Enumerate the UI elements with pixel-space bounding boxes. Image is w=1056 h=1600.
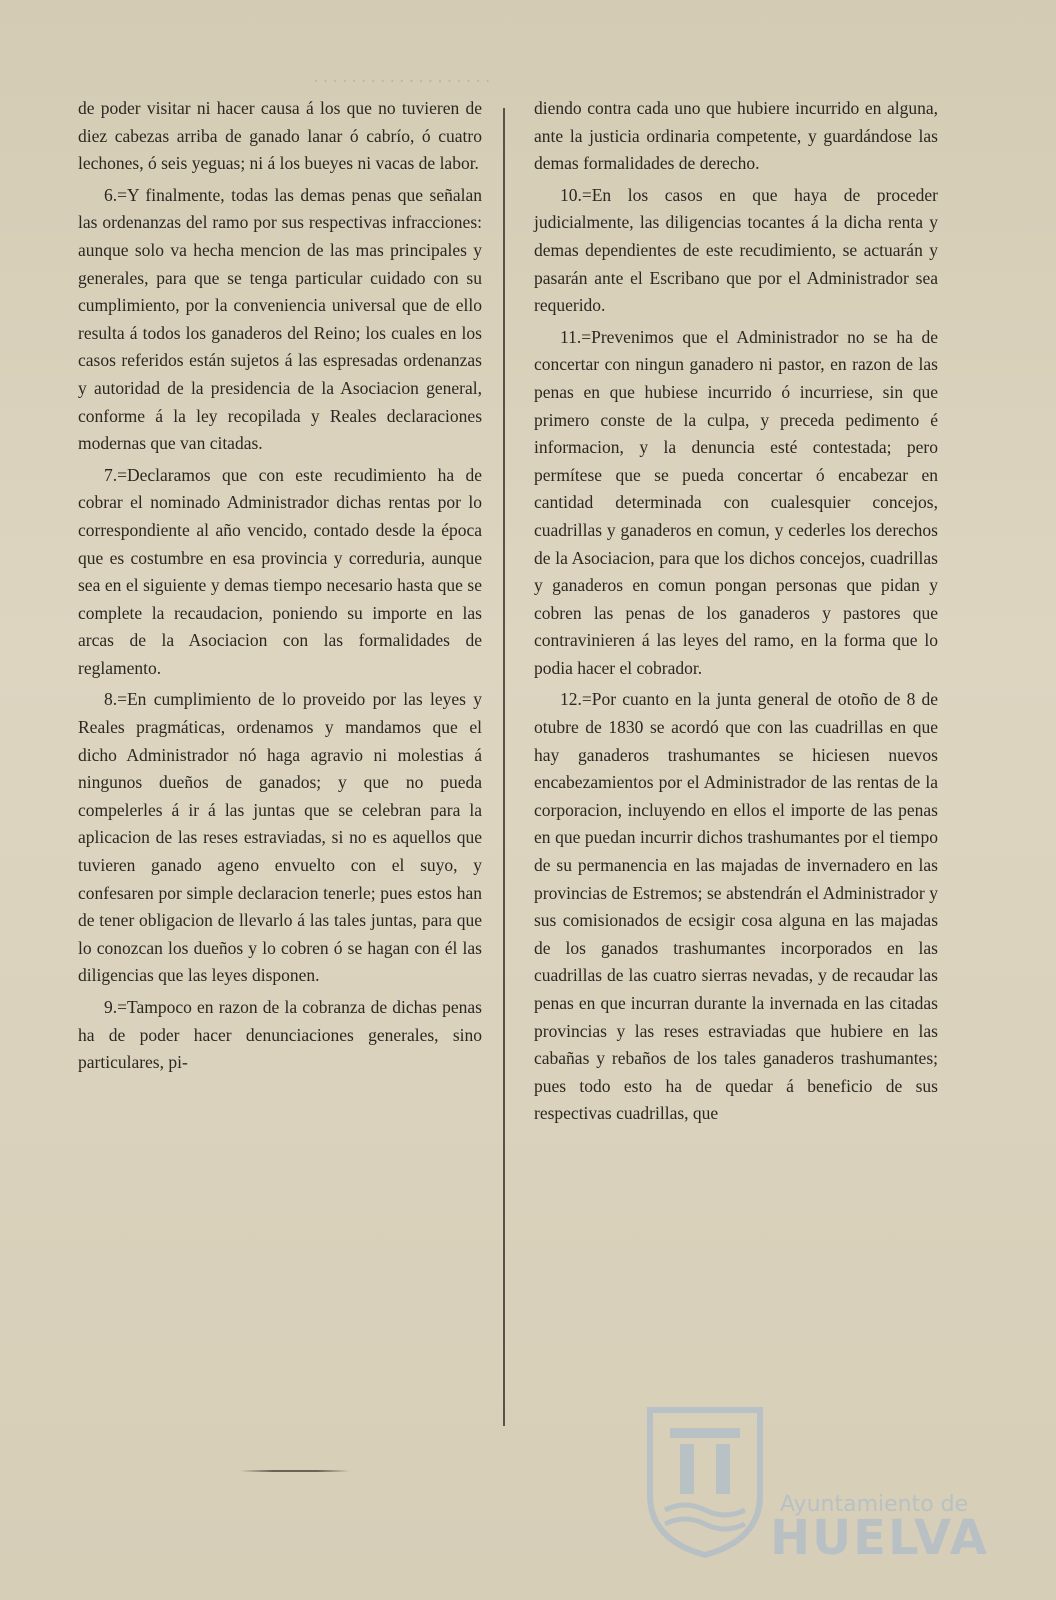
paragraph-12: 12.=Por cuanto en la junta general de otoño de 8 de otubre de 1830 se acordó que con las cuadrillas en que hay ganaderos trashumantes se hiciesen nuevos encabezamientos por el Administrador de las rentas de la corporacion, incluyendo en ellos el importe de las penas en que puedan incurrir dichos trashumantes por el tiempo de su permanencia en las majadas de invernadero en las provincias de Estremos; se abstendrán el Administrador y sus comisionados de ecsigir cosa alguna en las majadas de los ganados trashumantes incorporados en las cuadrillas de las cuatro sierras nevadas, y de recaudar las penas en que incurran durante la invernada en las citadas provincias y las reses estraviadas que hubiere en las cabañas y rebaños de los tales ganaderos trashumantes; pues todo esto ha de quedar á beneficio de sus respectivas cuadrillas, que — [534, 689, 938, 1124]
bleed-through-text: · · · · · · · · · · · · · · · · · · · — [313, 72, 490, 90]
paragraph-11: 11.=Prevenimos que el Administrador no se ha de concertar con ningun ganadero ni pastor, en razon de las penas en que hubiese incurrido ó incurriese, sin que primero conste de la culpa, y preceda pedimento é informacion, y la denuncia esté contestada; pero permítese que se pueda concertar ó encabezar en cantidad determinada con cualesquier concejos, cuadrillas y ganaderos en comun, y cederles los derechos de la Asociacion, para que los dichos concejos, cuadrillas y ganaderos en comun pongan personas que pidan y cobren las penas de los ganaderos y pastores que contravinieren á las leyes del ramo, en la forma que lo podia hacer el cobrador. — [534, 326, 938, 678]
ayuntamiento-huelva-watermark — [640, 1400, 989, 1566]
column-divider — [503, 108, 505, 1426]
paragraph-7: 7.=Declaramos que con este recudimiento ha de cobrar el nominado Administrador dichas rentas por lo correspondiente al año vencido, contado desde la época que es costumbre en esa provincia y correduria, aunque sea en el siguiente y demas tiempo necesario hasta que se complete la recaudacion, poniendo su importe en las arcas de la Asociacion con las formalidades de reglamento. — [78, 464, 482, 678]
paragraph-9: 9.=Tampoco en razon de la cobranza de dichas penas ha de poder hacer denunciaciones generales, sino particulares, pi- — [78, 997, 482, 1073]
watermark-line1: Ayuntamiento de — [780, 1492, 969, 1517]
watermark-line2: HUELVA — [770, 1510, 989, 1566]
paragraph-continuation: de poder visitar ni hacer causa á los que no tuvieren de diez cabezas arriba de ganado lanar ó cabrío, ó cuatro lechones, ó seis yeguas; ni á los bueyes ni vacas de labor. — [78, 98, 482, 174]
paragraph-8: 8.=En cumplimiento de lo proveido por las leyes y Reales pragmáticas, ordenamos y mandamos que el dicho Administrador nó haga agravio ni molestias á ningunos dueños de ganados; y que no pueda compelerles á ir á las juntas que se celebran para la aplicacion de las reses estraviadas, si no es aquellos que tuvieren ganado ageno envuelto con el suyo, y confesaren por simple declaracion tenerle; pues estos han de tener obligacion de llevarlo á las tales juntas, para que lo conozcan los dueños y lo cobren ó se hagan con él las diligencias que las leyes disponen. — [78, 689, 482, 986]
paragraph-10: 10.=En los casos en que haya de proceder judicialmente, las diligencias tocantes á la dicha renta y demas dependientes de este recudimiento, se actuarán y pasarán ante el Escribano que por el Administrador sea requerido. — [534, 184, 938, 316]
right-column — [534, 95, 938, 1132]
left-column — [78, 95, 482, 1081]
paragraph-6: 6.=Y finalmente, todas las demas penas que señalan las ordenanzas del ramo por sus respectivas infracciones: aunque solo va hecha mencion de las mas principales y generales, para que se tenga particular cuidado con su cumplimiento, por la conveniencia universal que de ello resulta á todos los ganaderos del Reino; los cuales en los casos referidos están sujetos á las espresadas ordenanzas y autoridad de la presidencia de la Asociacion general, conforme á la ley recopilada y Reales declaraciones modernas que van citadas. — [78, 184, 482, 454]
paragraph-9-continuation: diendo contra cada uno que hubiere incurrido en alguna, ante la justicia ordinaria competente, y guardándose las demas formalidades de derecho. — [534, 98, 938, 174]
footer-rule — [240, 1470, 350, 1472]
coat-of-arms-icon — [640, 1400, 770, 1560]
